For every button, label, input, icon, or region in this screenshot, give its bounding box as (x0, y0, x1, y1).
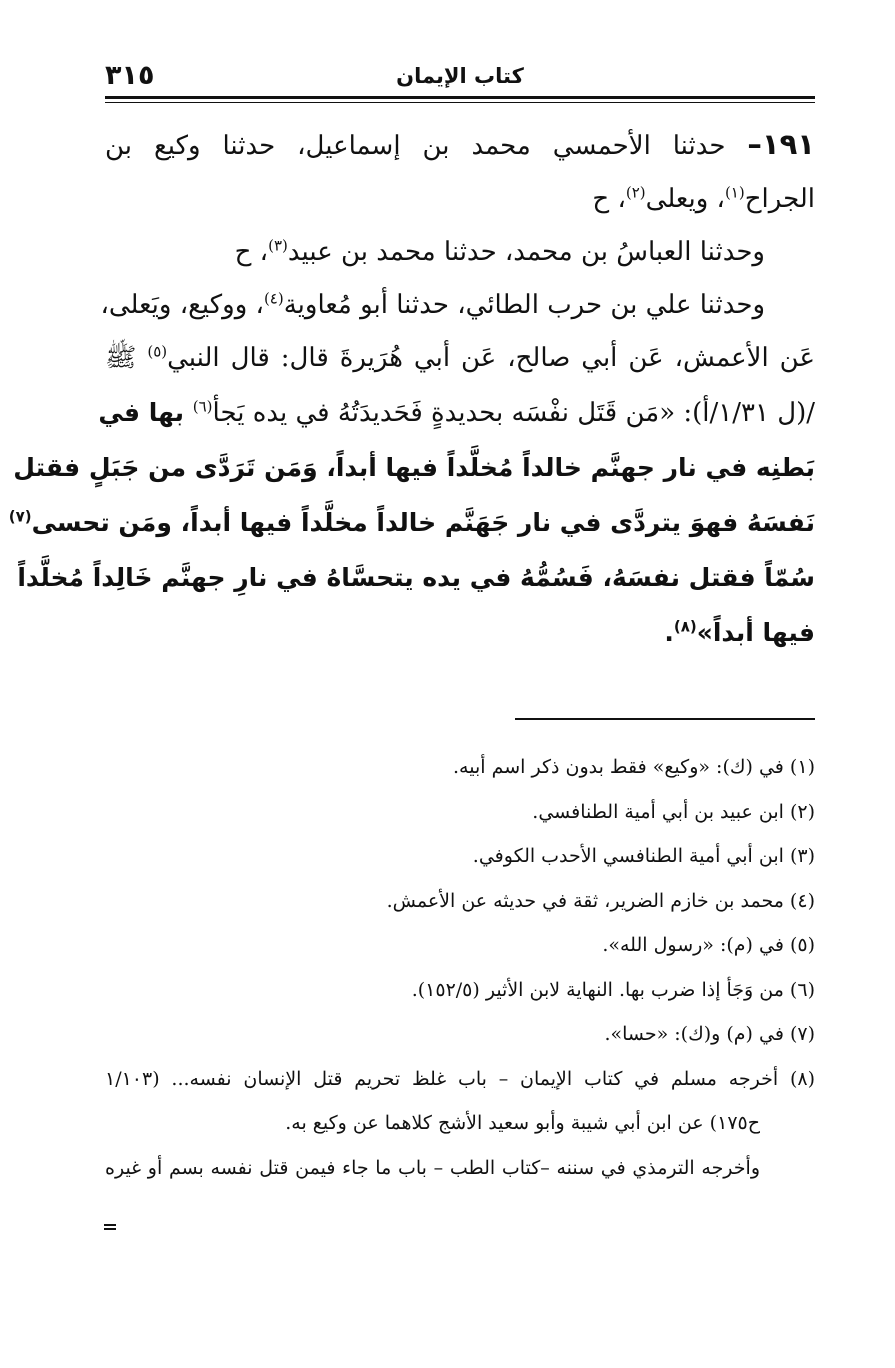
footnote: (٧) في (م) و(ك): «حسا». (604, 1023, 815, 1045)
footnote-ref[interactable]: (١) (724, 183, 745, 202)
footnote-ref[interactable]: (٦) (192, 397, 213, 416)
footnote: (٣) ابن أبي أمية الطنافسي الأحدب الكوفي. (472, 845, 815, 867)
hadith-line: وحدثنا علي بن حرب الطائي، حدثنا أبو مُعاوية$^{(٤)}$، ووكيع، ويَعلى، (100, 289, 765, 320)
hadith-line: عَن الأعمش، عَن أبي صالح، عَن أبي هُرَيرةَ قال: قال النبي$^{(٥)}$ ﷺ (105, 342, 815, 373)
footnote-continuation: ح١٧٥) عن ابن أبي شيبة وأبو سعيد الأشج كلاهما عن وكيع به. (285, 1112, 760, 1134)
footnotes (105, 745, 815, 1190)
footnote-ref[interactable]: (٨) (673, 617, 697, 636)
header-rule-thin (105, 102, 815, 103)
hadith-line: ١٩١– حدثنا الأحمسي محمد بن إسماعيل، حدثنا وكيع بن (105, 127, 815, 161)
hadith-number: ١٩١– (747, 127, 815, 161)
footnote-ref[interactable]: (٥) (147, 342, 168, 361)
footnote: (٢) ابن عبيد بن أبي أمية الطنافسي. (532, 800, 815, 823)
footnote-ref[interactable]: (٤) (263, 289, 284, 308)
header-rule-thick (105, 96, 815, 99)
footnote: (٦) من وَجَأ إذا ضرب بها. النهاية لابن الأثير (١٥٢/٥). (411, 978, 815, 1001)
continuation-mark (104, 1224, 116, 1230)
footnote-ref[interactable]: (٣) (268, 236, 288, 255)
hadith-line: الجراح$^{(١)}$، ويعلى$^{(٢)}$، ح (592, 183, 815, 214)
hadith-line: بَطنِه في نار جهنَّم خالداً مُخلَّداً فيها أبداً، وَمَن تَرَدَّى من جَبَلٍ فقتل (13, 453, 815, 482)
footnote: (٤) محمد بن خازم الضرير، ثقة في حديثه عن الأعمش. (386, 889, 815, 912)
hadith-body (8, 118, 815, 660)
footnote-ref[interactable]: (٧) (8, 507, 32, 526)
running-title: كتاب الإيمان (396, 64, 524, 88)
page-number: ٣١٥ (105, 60, 155, 91)
footnote: (٨) أخرجه مسلم في كتاب الإيمان – باب غلظ تحريم قتل الإنسان نفسه... (١/١٠٣ (105, 1067, 815, 1090)
footnote-ref[interactable]: (٢) (625, 183, 646, 202)
footnote: (٥) في (م): «رسول الله». (602, 934, 815, 956)
page-header (105, 60, 815, 96)
hadith-line: نَفسَهُ فهوَ يتردَّى في نار جَهَنَّم خالداً مخلَّداً فيها أبداً، ومَن تحسى$^{(٧)}$ (8, 507, 815, 537)
footnote-separator (515, 718, 815, 720)
footnote-continuation: وأخرجه الترمذي في سننه –كتاب الطب – باب ما جاء فيمن قتل نفسه بسم أو غيره (105, 1156, 760, 1179)
hadith-line: سُمّاً فقتل نفسَهُ، فَسُمُّهُ في يده يتحسَّاهُ في نارِ جهنَّم خَالِداً مُخلَّداً (17, 563, 815, 592)
hadith-line: /(ل ١/٣١/أ): «مَن قَتَل نفْسَه بحديدةٍ فَحَديدَتُهُ في يده يَجأ$^{(٦)}$ بها في (98, 397, 815, 428)
hadith-line: فيها أبداً»$^{(٨)}$. (664, 617, 815, 647)
footnote: (١) في (ك): «وكيع» فقط بدون ذكر اسم أبيه. (453, 756, 815, 778)
hadith-line: وحدثنا العباسُ بن محمد، حدثنا محمد بن عبيد$^{(٣)}$، ح (234, 236, 765, 267)
